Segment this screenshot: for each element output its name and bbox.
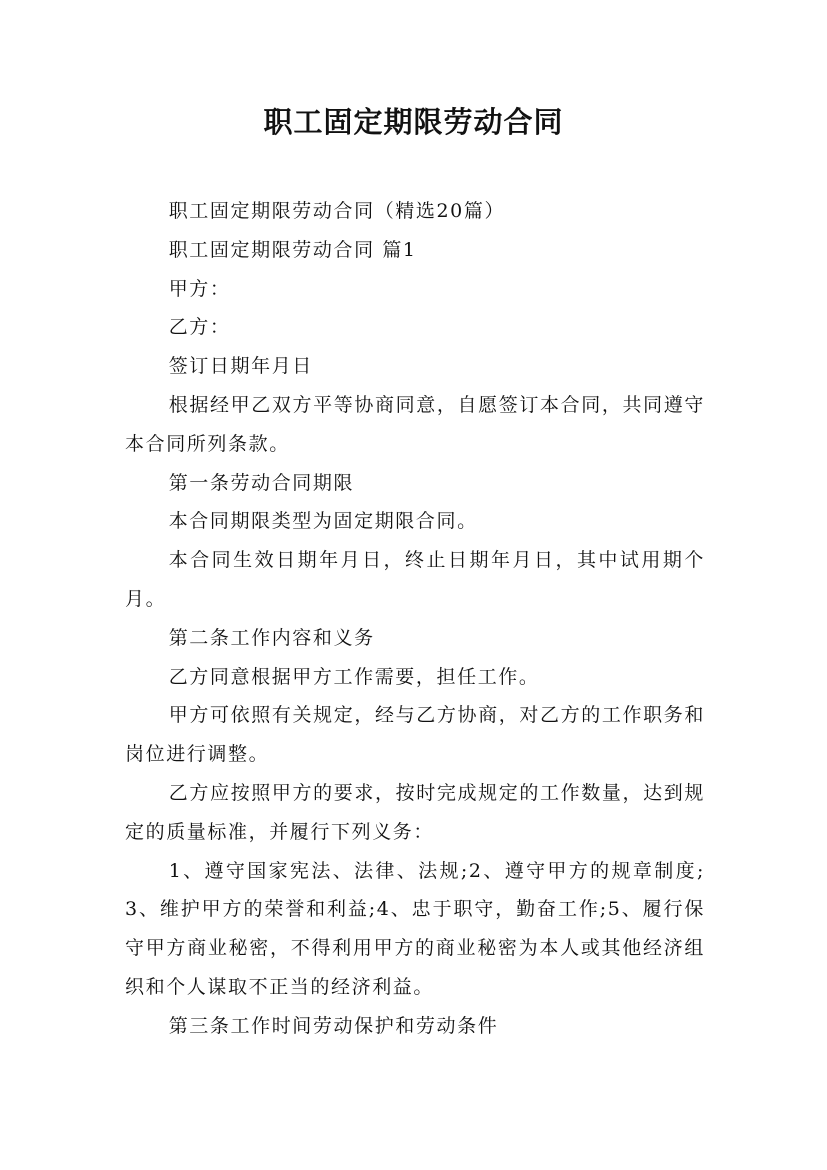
- article-1-heading: 第一条劳动合同期限: [168, 471, 355, 494]
- article-3-heading: 第三条工作时间劳动保护和劳动条件: [168, 1014, 499, 1037]
- signing-date-line: 签订日期年月日: [168, 355, 313, 378]
- document-title: 职工固定期限劳动合同: [263, 105, 564, 139]
- article-2-paragraph-1: 乙方同意根据甲方工作需要，担任工作。: [168, 665, 540, 688]
- article-2-obligations-list: 1、遵守国家宪法、法律、法规;2、遵守甲方的规章制度;3、维护甲方的荣誉和利益;4、忠于职守，勤奋工作;5、履行保守甲方商业秘密，不得利用甲方的商业秘密为本人或其他经济组织和个人谋取不正当的经济利益。: [125, 859, 705, 998]
- article-2-paragraph-3: 乙方应按照甲方的要求，按时完成规定的工作数量，达到规定的质量标准，并履行下列义务：: [125, 781, 705, 843]
- article-1-paragraph-1: 本合同期限类型为固定期限合同。: [168, 510, 478, 533]
- preamble-paragraph: 根据经甲乙双方平等协商同意，自愿签订本合同，共同遵守本合同所列条款。: [125, 393, 705, 455]
- section-heading: 职工固定期限劳动合同 篇1: [168, 238, 417, 261]
- article-2-heading: 第二条工作内容和义务: [168, 626, 375, 649]
- party-b-line: 乙方：: [168, 316, 231, 339]
- document-body: [125, 192, 705, 1046]
- party-a-line: 甲方：: [168, 277, 231, 300]
- article-2-paragraph-2: 甲方可依照有关规定，经与乙方协商，对乙方的工作职务和岗位进行调整。: [125, 704, 705, 766]
- subtitle-line: 职工固定期限劳动合同（精选20篇）: [168, 200, 506, 222]
- article-1-paragraph-2: 本合同生效日期年月日，终止日期年月日，其中试用期个月。: [125, 549, 705, 610]
